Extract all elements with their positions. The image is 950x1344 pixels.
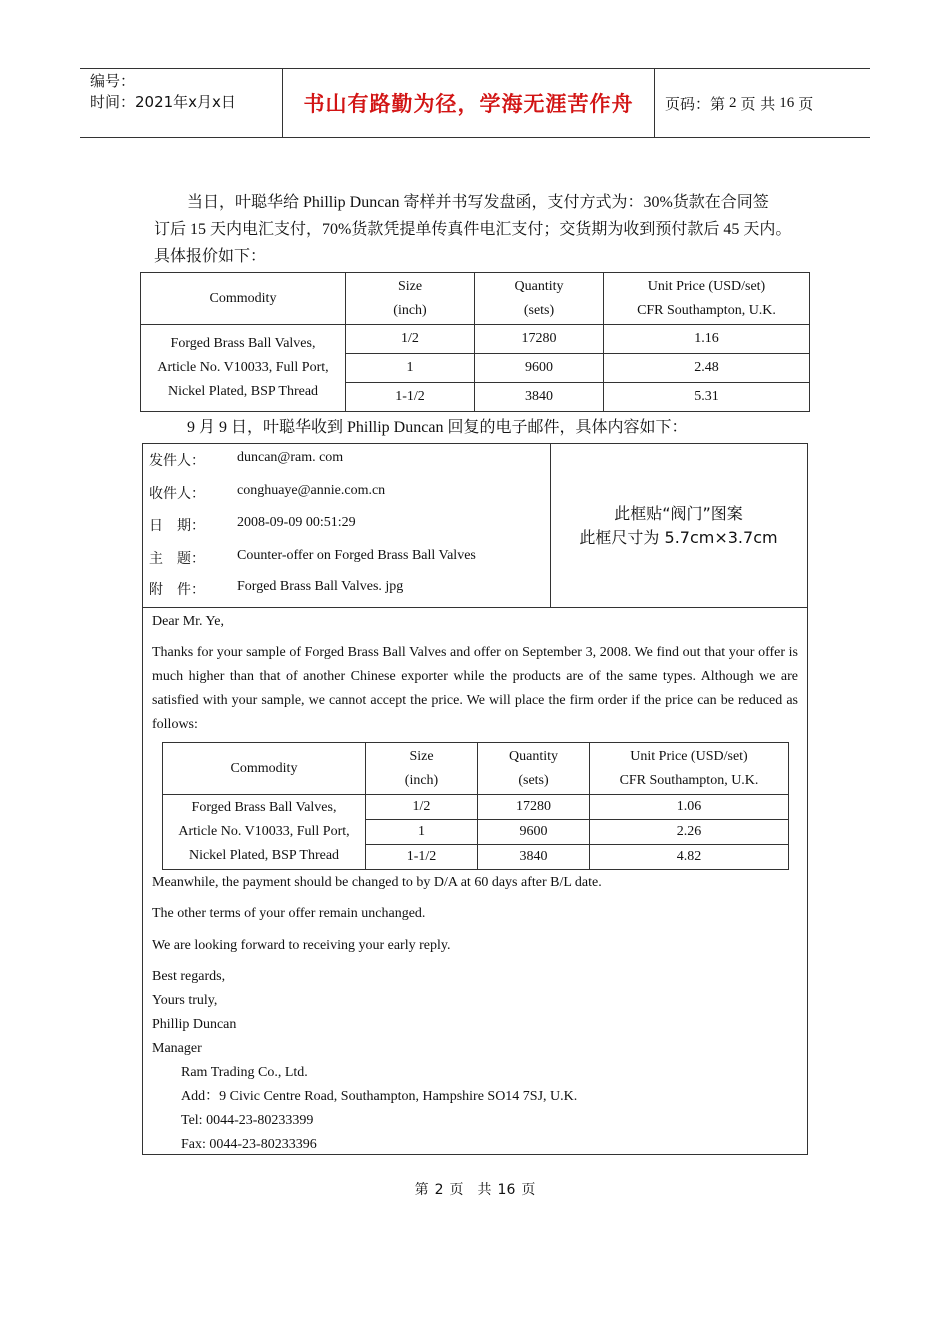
qty-cell: 17280: [475, 325, 604, 354]
greeting: Dear Mr. Ye,: [152, 614, 224, 629]
footer-first: 第: [414, 1182, 429, 1198]
from-label: 发件人：: [149, 453, 205, 469]
offer-table: [140, 272, 810, 412]
page-mid: 页 共: [740, 94, 776, 113]
email-meta: [143, 444, 551, 608]
to-value: conghuaye@annie.com.cn: [237, 483, 386, 498]
regards-line: Best regards,: [152, 969, 226, 984]
forward-line: We are looking forward to receiving your early reply.: [152, 938, 451, 953]
qty-cell: 3840: [475, 383, 604, 412]
intro-line-1: 当日，叶聪华给 Phillip Duncan 寄样并书写发盘函，支付方式为：30%货款在合同签: [187, 194, 769, 211]
size-cell: 1: [346, 354, 475, 383]
header-page-info: [655, 69, 870, 137]
price-cell: 5.31: [604, 383, 810, 412]
photo-note-2: 此框尺寸为 5.7cm×3.7cm: [579, 527, 778, 547]
date-value: 2008-09-09 00:51:29: [237, 515, 356, 530]
date-label: 日 期：: [149, 518, 205, 534]
header-quantity: Quantity (sets): [475, 273, 604, 325]
size-cell: 1/2: [366, 795, 478, 820]
time-label: 时间：2021年x月x日: [90, 93, 236, 111]
sender-title: Manager: [152, 1041, 202, 1056]
footer-page-total: 16: [497, 1182, 516, 1198]
subject-label: 主 题：: [149, 551, 205, 567]
size-cell: 1: [366, 820, 478, 845]
attachment-label: 附 件：: [149, 582, 205, 598]
counter-table: [162, 742, 789, 870]
page-end: 页: [798, 94, 814, 113]
intro-line-2: 订后 15 天内电汇支付，70%货款凭提单传真件电汇支付；交货期为收到预付款后 45 天内。: [154, 221, 792, 238]
subject-value: Counter-offer on Forged Brass Ball Valves: [237, 548, 476, 563]
table-header-row: [141, 273, 810, 325]
header-size: Size (inch): [346, 273, 475, 325]
size-cell: 1-1/2: [366, 845, 478, 870]
photo-note-1: 此框贴“阀门”图案: [614, 503, 743, 523]
footer-page-number: 2: [434, 1182, 444, 1198]
qty-cell: 17280: [478, 795, 590, 820]
header-unit-price: Unit Price (USD/set) CFR Southampton, U.K.: [590, 743, 789, 795]
from-value: duncan@ram. com: [237, 450, 344, 465]
page-header: [80, 68, 870, 138]
from-row: [149, 450, 343, 470]
terms-line: The other terms of your offer remain unchanged.: [152, 906, 426, 921]
page-label: 页码：第: [665, 94, 726, 113]
qty-cell: 9600: [475, 354, 604, 383]
date-row: [149, 515, 356, 535]
header-motto: 书山有路勤为径，学海无涯苦作舟: [282, 69, 655, 137]
to-row: [149, 483, 385, 503]
commodity-cell: Forged Brass Ball Valves, Article No. V10033, Full Port, Nickel Plated, BSP Thread: [141, 325, 346, 412]
price-cell: 2.26: [590, 820, 789, 845]
price-cell: 4.82: [590, 845, 789, 870]
payment-line: Meanwhile, the payment should be changed to by D/A at 60 days after B/L date.: [152, 875, 602, 890]
header-commodity: Commodity: [163, 743, 366, 795]
company-fax: Fax: 0044-23-80233396: [181, 1137, 317, 1152]
subject-row: [149, 548, 476, 568]
price-cell: 2.48: [604, 354, 810, 383]
footer-mid: 页 共: [449, 1182, 492, 1198]
page-footer: [0, 1179, 950, 1199]
header-size: Size (inch): [366, 743, 478, 795]
table-row: [163, 795, 789, 820]
sender-name: Phillip Duncan: [152, 1017, 237, 1032]
header-unit-price: Unit Price (USD/set) CFR Southampton, U.K.: [604, 273, 810, 325]
to-label: 收件人：: [149, 486, 205, 502]
price-cell: 1.06: [590, 795, 789, 820]
qty-cell: 9600: [478, 820, 590, 845]
footer-end: 页: [521, 1182, 536, 1198]
table-row: [141, 325, 810, 354]
company-tel: Tel: 0044-23-80233399: [181, 1113, 314, 1128]
header-quantity: Quantity (sets): [478, 743, 590, 795]
company-name: Ram Trading Co., Ltd.: [181, 1065, 308, 1080]
size-cell: 1/2: [346, 325, 475, 354]
header-commodity: Commodity: [141, 273, 346, 325]
attachment-row: [149, 579, 403, 599]
attachment-value: Forged Brass Ball Valves. jpg: [237, 579, 404, 594]
page-number: 2: [729, 94, 737, 111]
intro-line-3: 具体报价如下：: [154, 248, 267, 265]
table-header-row: [163, 743, 789, 795]
company-address: Add：9 Civic Centre Road, Southampton, Hampshire SO14 7SJ, U.K.: [181, 1089, 578, 1104]
price-cell: 1.16: [604, 325, 810, 354]
photo-placeholder: [550, 444, 807, 608]
size-cell: 1-1/2: [346, 383, 475, 412]
page-total: 16: [779, 94, 795, 111]
qty-cell: 3840: [478, 845, 590, 870]
truly-line: Yours truly,: [152, 993, 218, 1008]
reply-intro: 9 月 9 日，叶聪华收到 Phillip Duncan 回复的电子邮件，具体内容如下：: [187, 419, 688, 436]
email-body: Thanks for your sample of Forged Brass Ball Valves and offer on September 3, 2008. We find out that your offer is much higher than that of another Chinese exporter while the products are of the same types. Although we are satisfied with your sample, we cannot accept the price. We will place the firm order if the price can be reduced as follows:: [152, 645, 798, 732]
header-meta: [80, 69, 282, 137]
commodity-cell: Forged Brass Ball Valves, Article No. V10033, Full Port, Nickel Plated, BSP Thread: [163, 795, 366, 870]
email-box: [142, 443, 808, 1155]
number-label: 编号：: [90, 72, 136, 90]
